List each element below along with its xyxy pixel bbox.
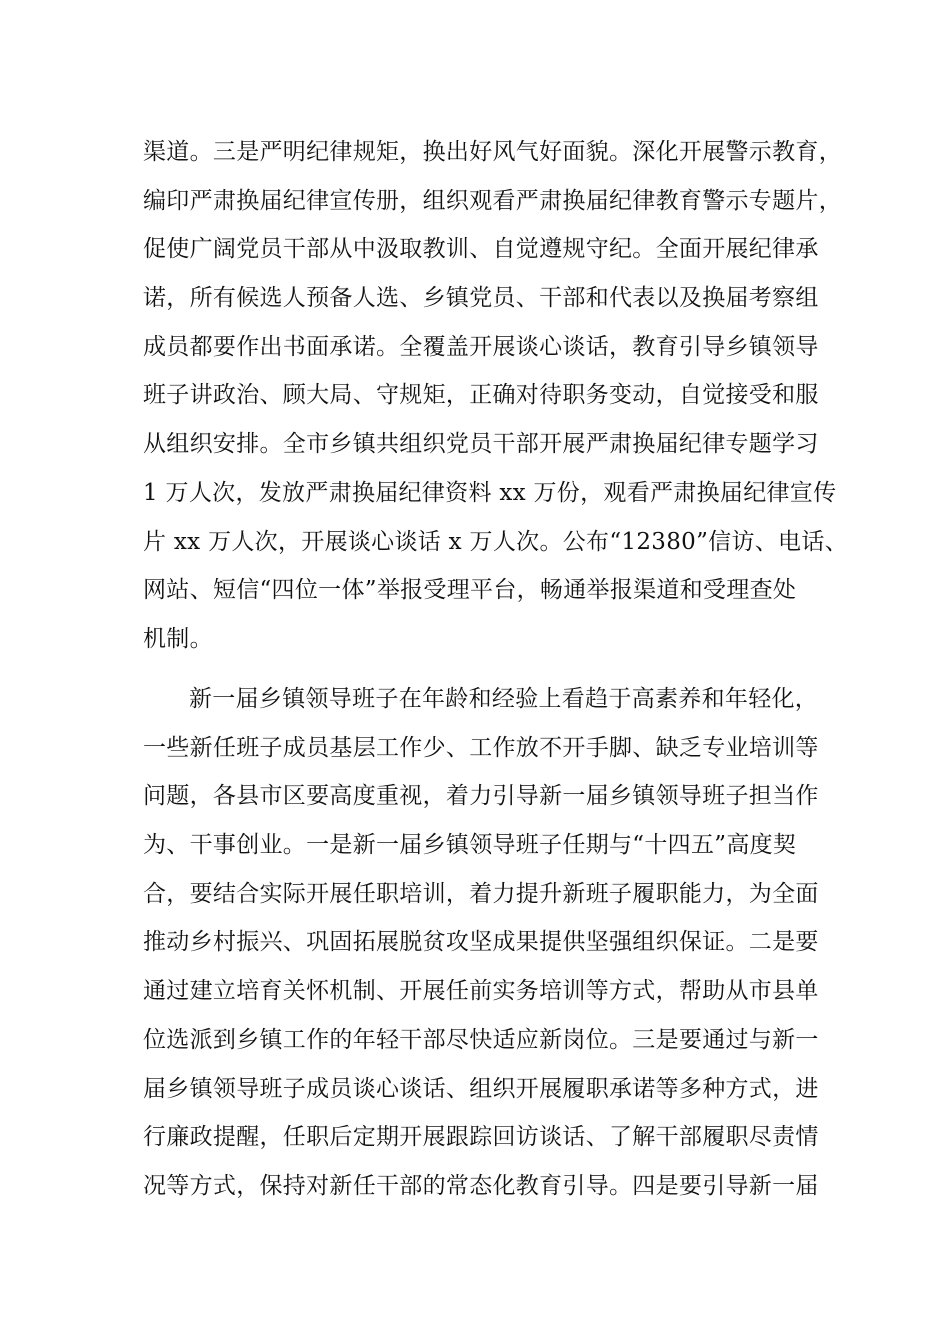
text-line: 位选派到乡镇工作的年轻干部尽快适应新岗位。三是要通过与新一 (143, 1026, 819, 1053)
text-line: 合，要结合实际开展任职培训，着力提升新班子履职能力，为全面 (143, 880, 819, 907)
paragraph-1 (143, 128, 848, 664)
text-line: 新一届乡镇领导班子在年龄和经验上看趋于高素养和年轻化， (189, 686, 819, 712)
text-line: 况等方式，保持对新任干部的常态化教育引导。四是要引导新一届 (143, 1172, 819, 1199)
text-line: 从组织安排。全市乡镇共组织党员干部开展严肃换届纪律专题学习 (143, 431, 819, 458)
text-line: 行廉政提醒，任职后定期开展跟踪回访谈话、了解干部履职尽责情 (143, 1124, 819, 1151)
text-line: 片 xx 万人次，开展谈心谈话 x 万人次。公布“12380”信访、电话、 (143, 528, 848, 555)
text-line: 渠道。三是严明纪律规矩，换出好风气好面貌。深化开展警示教育， (143, 139, 842, 165)
text-line: 网站、短信“四位一体”举报受理平台，畅通举报渠道和受理查处 (143, 577, 797, 604)
text-line: 诺，所有候选人预备人选、乡镇党员、干部和代表以及换届考察组 (143, 285, 819, 312)
text-line: 为、干事创业。一是新一届乡镇领导班子任期与“十四五”高度契 (143, 832, 797, 859)
text-line: 问题，各县市区要高度重视，着力引导新一届乡镇领导班子担当作 (143, 783, 819, 810)
text-line: 班子讲政治、顾大局、守规矩，正确对待职务变动，自觉接受和服 (143, 382, 819, 409)
text-line: 机制。 (143, 625, 213, 652)
text-line: 成员都要作出书面承诺。全覆盖开展谈心谈话，教育引导乡镇领导 (143, 333, 819, 360)
text-line: 促使广阔党员干部从中汲取教训、自觉遵规守纪。全面开展纪律承 (143, 236, 819, 263)
paragraph-2 (143, 675, 833, 1211)
text-line: 编印严肃换届纪律宣传册，组织观看严肃换届纪律教育警示专题片， (143, 187, 842, 214)
text-line: 届乡镇领导班子成员谈心谈话、组织开展履职承诺等多种方式，进 (143, 1075, 819, 1102)
text-line: 通过建立培育关怀机制、开展任前实务培训等方式，帮助从市县单 (143, 978, 819, 1005)
text-line: 一些新任班子成员基层工作少、工作放不开手脚、缺乏专业培训等 (143, 734, 819, 761)
text-line: 1 万人次，发放严肃换届纪律资料 xx 万份，观看严肃换届纪律宣传 (143, 479, 837, 506)
text-line: 推动乡村振兴、巩固拓展脱贫攻坚成果提供坚强组织保证。二是要 (143, 929, 819, 956)
